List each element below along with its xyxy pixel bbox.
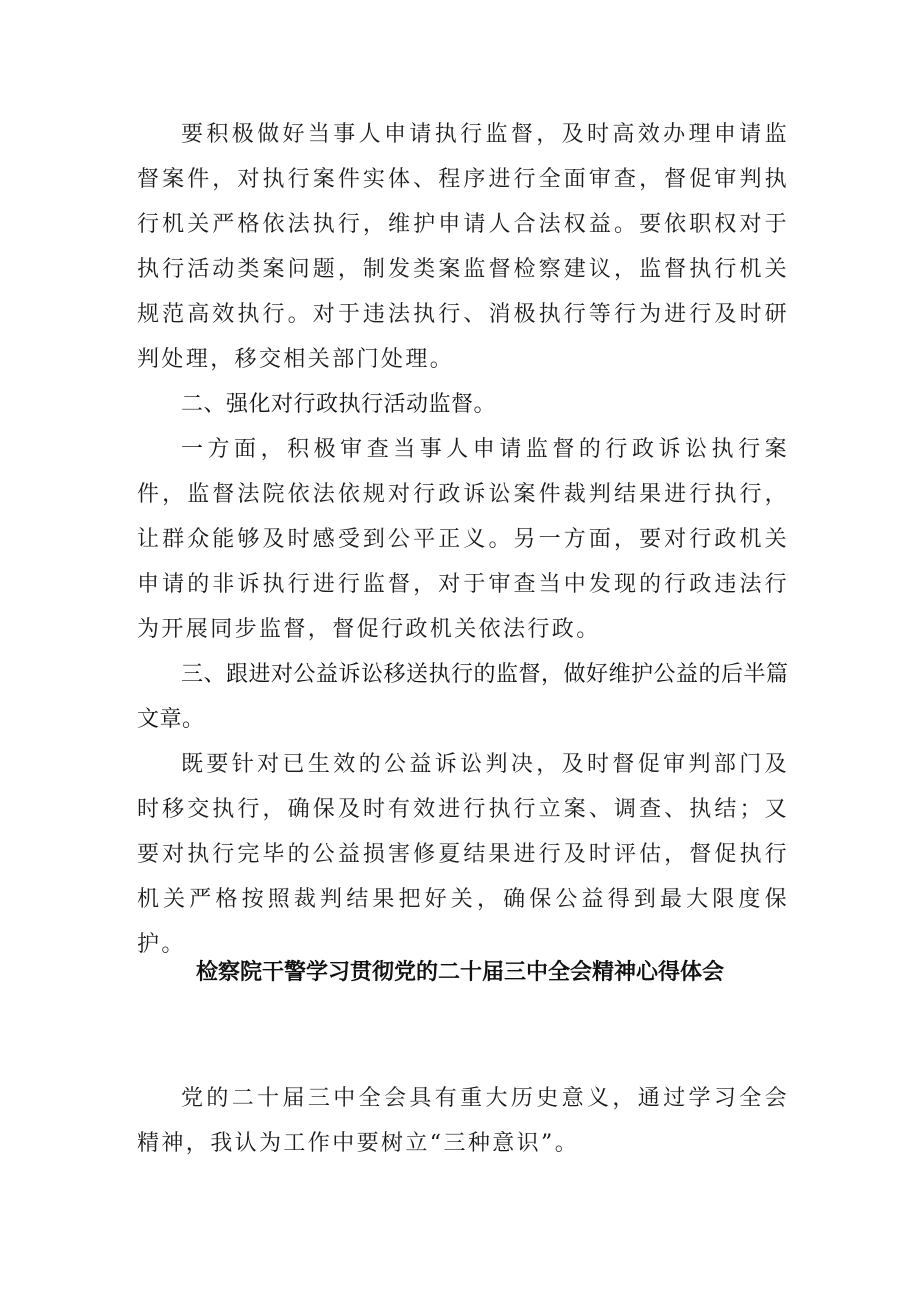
paragraph-administrative-execution: 一方面，积极审查当事人申请监督的行政诉讼执行案件，监督法院依法依规对行政诉讼案件裁判结果进行执行，让群众能够及时感受到公平正义。另一方面，要对行政机关申请的非诉执行进行监督，对于审查当中发现的行政违法行为开展同步监督，督促行政机关依法行政。 xyxy=(137,437,789,642)
paragraph-execution-supervision: 要积极做好当事人申请执行监督，及时高效办理申请监督案件，对执行案件实体、程序进行全面审查，督促审判执行机关严格依法执行，维护申请人合法权益。要依职权对于执行活动类案问题，制发类案监督检察建议，监督执行机关规范高效执行。对于违法执行、消极执行等行为进行及时研判处理，移交相关部门处理。 xyxy=(137,122,789,372)
article-body xyxy=(137,1076,789,1166)
paragraph-public-interest-litigation: 既要针对已生效的公益诉讼判决，及时督促审判部门及时移交执行，确保及时有效进行执行立案、调查、执结；又要对执行完毕的公益损害修夏结果进行及时评估，督促执行机关严格按照裁判结果把好关，确保公益得到最大限度保护。 xyxy=(137,752,789,957)
heading-public-interest-litigation: 三、跟进对公益诉讼移送执行的监督，做好维护公益的后半篇文章。 xyxy=(137,662,789,732)
heading-administrative-execution: 二、强化对行政执行活动监督。 xyxy=(181,392,497,417)
document-body xyxy=(137,112,789,967)
article-intro-paragraph: 党的二十届三中全会具有重大历史意义，通过学习全会精神，我认为工作中要树立“三种意识”。 xyxy=(137,1086,789,1156)
article-title: 检察院干警学习贯彻党的二十届三中全会精神心得体会 xyxy=(195,960,724,985)
